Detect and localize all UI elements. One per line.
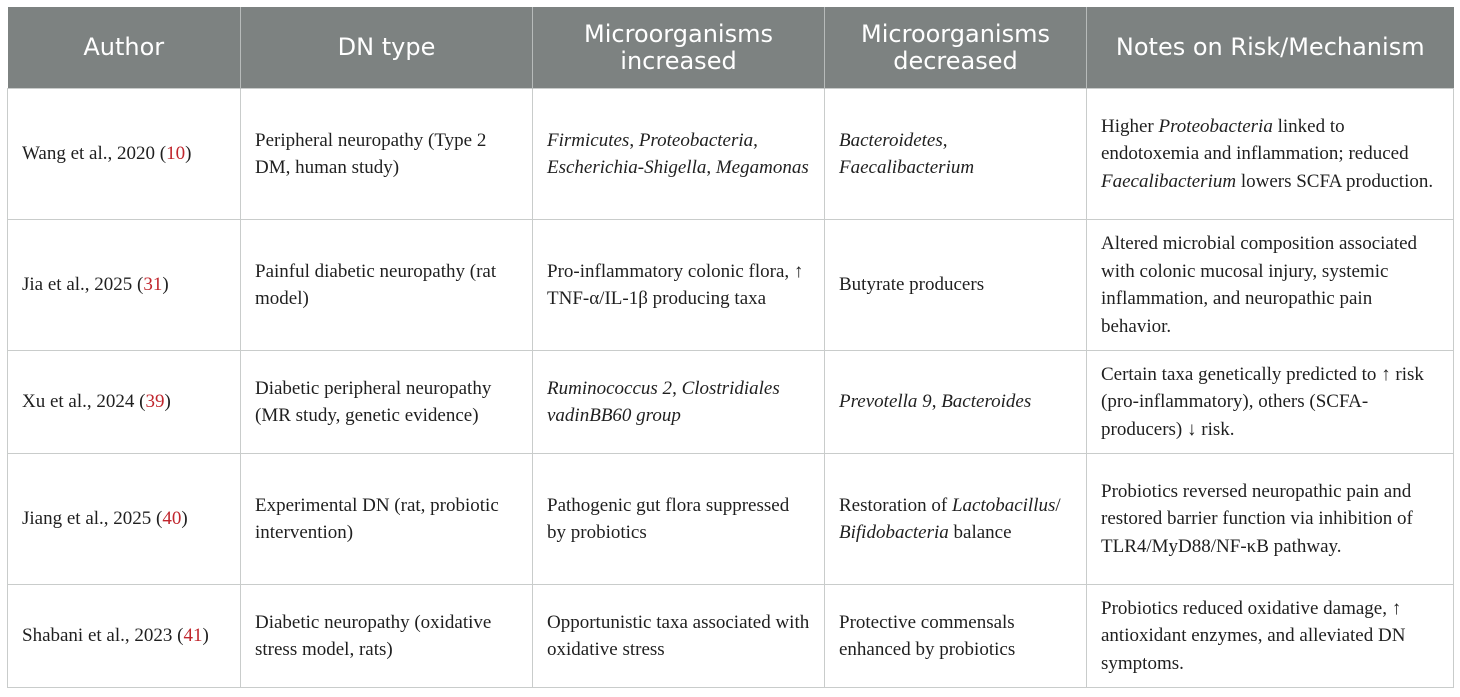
author-name: Jia et al., 2025 bbox=[22, 274, 133, 296]
increased-cell: Pathogenic gut flora suppressed by probiotics bbox=[533, 454, 825, 585]
dn-type-cell: Diabetic neuropathy (oxidative stress model, rats) bbox=[241, 585, 533, 688]
reference-link[interactable]: 41 bbox=[183, 625, 203, 647]
author-cell: Jia et al., 2025 (31) bbox=[8, 220, 241, 351]
table-row bbox=[8, 351, 1454, 454]
author-name: Jiang et al., 2025 bbox=[22, 508, 152, 530]
table-row bbox=[8, 220, 1454, 351]
increased-cell: Firmicutes, Proteobacteria, Escherichia-Shigella, Megamonas bbox=[533, 89, 825, 220]
reference-link[interactable]: 31 bbox=[143, 274, 163, 296]
table-row bbox=[8, 89, 1454, 220]
notes-cell: Higher Proteobacteria linked to endotoxemia and inflammation; reduced Faecalibacterium lowers SCFA production. bbox=[1087, 89, 1454, 220]
table-row bbox=[8, 454, 1454, 585]
dn-type-cell: Experimental DN (rat, probiotic intervention) bbox=[241, 454, 533, 585]
decreased-cell: Protective commensals enhanced by probiotics bbox=[825, 585, 1087, 688]
author-name: Shabani et al., 2023 bbox=[22, 625, 173, 647]
increased-cell: Opportunistic taxa associated with oxidative stress bbox=[533, 585, 825, 688]
reference-link[interactable]: 40 bbox=[162, 508, 182, 530]
author-cell: Shabani et al., 2023 (41) bbox=[8, 585, 241, 688]
header-microorganisms-increased: Microorganisms increased bbox=[533, 7, 825, 89]
header-microorganisms-decreased: Microorganisms decreased bbox=[825, 7, 1087, 89]
reference-link[interactable]: 39 bbox=[145, 391, 165, 413]
dn-type-cell: Diabetic peripheral neuropathy (MR study, genetic evidence) bbox=[241, 351, 533, 454]
notes-cell: Probiotics reduced oxidative damage, ↑ antioxidant enzymes, and alleviated DN symptoms. bbox=[1087, 585, 1454, 688]
header-notes: Notes on Risk/Mechanism bbox=[1087, 7, 1454, 89]
header-row bbox=[8, 7, 1454, 89]
author-name: Wang et al., 2020 bbox=[22, 143, 156, 165]
table-row bbox=[8, 585, 1454, 688]
header-dn-type: DN type bbox=[241, 7, 533, 89]
decreased-cell: Bacteroidetes, Faecalibacterium bbox=[825, 89, 1087, 220]
table-body bbox=[8, 89, 1454, 688]
table-container bbox=[7, 7, 1453, 688]
author-name: Xu et al., 2024 bbox=[22, 391, 135, 413]
author-cell: Xu et al., 2024 (39) bbox=[8, 351, 241, 454]
dn-type-cell: Peripheral neuropathy (Type 2 DM, human study) bbox=[241, 89, 533, 220]
dn-type-cell: Painful diabetic neuropathy (rat model) bbox=[241, 220, 533, 351]
decreased-cell: Restoration of Lactobacillus/ Bifidobacteria balance bbox=[825, 454, 1087, 585]
decreased-cell: Prevotella 9, Bacteroides bbox=[825, 351, 1087, 454]
table-header bbox=[8, 7, 1454, 89]
author-cell: Wang et al., 2020 (10) bbox=[8, 89, 241, 220]
author-cell: Jiang et al., 2025 (40) bbox=[8, 454, 241, 585]
notes-cell: Probiotics reversed neuropathic pain and restored barrier function via inhibition of TLR4/MyD88/NF-κB pathway. bbox=[1087, 454, 1454, 585]
reference-link[interactable]: 10 bbox=[166, 143, 186, 165]
notes-cell: Altered microbial composition associated with colonic mucosal injury, systemic inflammation, and neuropathic pain behavior. bbox=[1087, 220, 1454, 351]
header-author: Author bbox=[8, 7, 241, 89]
microbiome-table bbox=[7, 7, 1454, 688]
decreased-cell: Butyrate producers bbox=[825, 220, 1087, 351]
increased-cell: Pro-inflammatory colonic flora, ↑ TNF-α/IL-1β producing taxa bbox=[533, 220, 825, 351]
increased-cell: Ruminococcus 2, Clostridiales vadinBB60 group bbox=[533, 351, 825, 454]
notes-cell: Certain taxa genetically predicted to ↑ risk (pro-inflammatory), others (SCFA-producers) ↓ risk. bbox=[1087, 351, 1454, 454]
